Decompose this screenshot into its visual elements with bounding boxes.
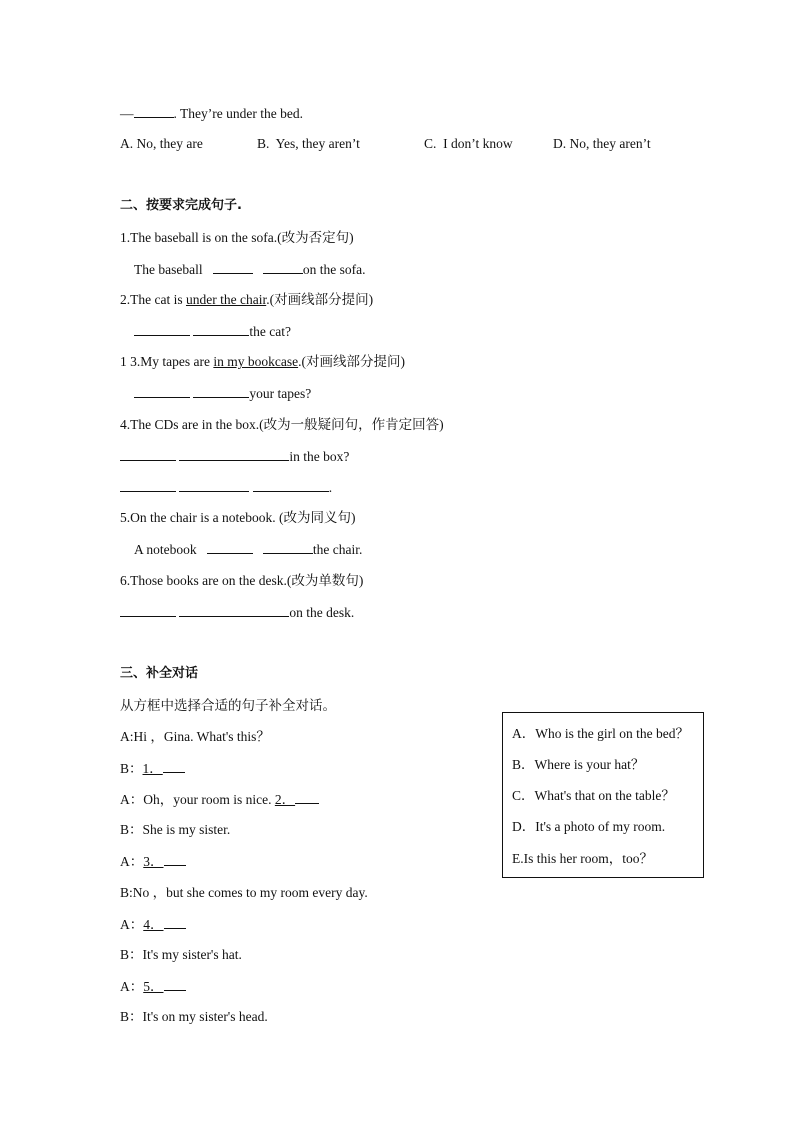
prev-question-lead: — bbox=[120, 106, 134, 121]
s2-item3-prompt bbox=[120, 353, 405, 371]
dialogue-line: B：It's on my sister's head. bbox=[120, 1009, 268, 1024]
dialogue-line bbox=[120, 915, 186, 934]
dialogue-line bbox=[120, 977, 186, 996]
answer-blank[interactable] bbox=[179, 478, 249, 492]
prompt-instruction: .(对画线部分提问) bbox=[298, 354, 405, 369]
answer-blank[interactable] bbox=[253, 478, 329, 492]
option-a: A. No, they are bbox=[120, 136, 203, 151]
answer-tail: . bbox=[328, 480, 333, 495]
option-d: D. No, they aren’t bbox=[553, 136, 651, 151]
s2-item5-prompt: 5.On the chair is a notebook. (改为同义句) bbox=[120, 510, 356, 525]
dialogue-line: B：It's my sister's hat. bbox=[120, 947, 242, 962]
answer-tail: the chair. bbox=[312, 542, 363, 557]
answer-blank[interactable] bbox=[263, 260, 303, 274]
numbered-blank[interactable]: 3． bbox=[143, 854, 164, 869]
dialogue-line: B：She is my sister. bbox=[120, 822, 231, 837]
answer-blank[interactable] bbox=[163, 759, 185, 773]
s2-item5-answer bbox=[134, 540, 362, 559]
dialogue-line: A:Hi ，Gina. What's this？ bbox=[120, 729, 270, 744]
s2-item6-prompt: 6.Those books are on the desk.(改为单数句) bbox=[120, 573, 364, 588]
answer-lead: A notebook bbox=[134, 542, 197, 557]
answer-blank[interactable] bbox=[295, 790, 319, 804]
s2-item4-answer2 bbox=[120, 478, 332, 497]
underlined-phrase: under the chair bbox=[185, 292, 267, 307]
answer-blank[interactable] bbox=[164, 977, 186, 991]
dialogue-text: B： bbox=[120, 761, 143, 776]
option-c: C. I don’t know bbox=[424, 136, 513, 151]
answer-tail: in the box? bbox=[289, 449, 350, 464]
prev-question-line bbox=[120, 104, 303, 123]
answer-blank[interactable] bbox=[213, 260, 253, 274]
dialogue-line: B:No ，but she comes to my room every day. bbox=[120, 885, 368, 900]
choices-box bbox=[502, 712, 704, 878]
answer-blank[interactable] bbox=[134, 104, 174, 118]
dialogue-line bbox=[120, 790, 319, 809]
s2-item1-prompt: 1.The baseball is on the sofa.(改为否定句) bbox=[120, 230, 354, 245]
dialogue-text: A： bbox=[120, 854, 144, 869]
s2-item2-answer bbox=[134, 322, 291, 341]
answer-blank[interactable] bbox=[263, 540, 313, 554]
answer-blank[interactable] bbox=[120, 447, 176, 461]
prompt-text: 1 3.My tapes are bbox=[120, 354, 214, 369]
s2-item1-answer bbox=[134, 260, 365, 279]
numbered-blank[interactable]: 5． bbox=[143, 979, 164, 994]
dialogue-text: A： bbox=[120, 979, 144, 994]
s2-item2-prompt bbox=[120, 291, 373, 309]
choice-c: C．What's that on the table？ bbox=[512, 788, 675, 803]
answer-tail: on the desk. bbox=[289, 605, 355, 620]
answer-tail: on the sofa. bbox=[302, 262, 366, 277]
s2-item4-prompt: 4.The CDs are in the box.(改为一般疑问句，作肯定回答) bbox=[120, 417, 444, 432]
dialogue-text: A： bbox=[120, 917, 144, 932]
answer-blank[interactable] bbox=[120, 603, 176, 617]
numbered-blank[interactable]: 2． bbox=[274, 792, 296, 807]
answer-blank[interactable] bbox=[164, 915, 186, 929]
prompt-instruction: .(对画线部分提问) bbox=[266, 292, 374, 307]
prev-question-text: . They’re under the bed. bbox=[173, 106, 303, 121]
s2-item6-answer bbox=[120, 603, 354, 622]
choice-e: E.Is this her room，too？ bbox=[512, 851, 653, 866]
answer-blank[interactable] bbox=[134, 322, 190, 336]
answer-tail: the cat? bbox=[249, 324, 291, 339]
numbered-blank[interactable]: 1． bbox=[142, 761, 163, 776]
option-b: B. Yes, they aren’t bbox=[257, 136, 360, 151]
answer-blank[interactable] bbox=[120, 478, 176, 492]
answer-tail: your tapes? bbox=[249, 386, 312, 401]
answer-blank[interactable] bbox=[193, 384, 249, 398]
answer-blank[interactable] bbox=[179, 603, 289, 617]
dialogue-line bbox=[120, 759, 185, 778]
dialogue-line bbox=[120, 852, 186, 871]
answer-blank[interactable] bbox=[164, 852, 186, 866]
underlined-phrase: in my bookcase bbox=[213, 354, 299, 369]
answer-blank[interactable] bbox=[134, 384, 190, 398]
choice-d: D．It's a photo of my room. bbox=[512, 819, 666, 834]
answer-blank[interactable] bbox=[207, 540, 253, 554]
s2-item3-answer bbox=[134, 384, 311, 403]
numbered-blank[interactable]: 4． bbox=[143, 917, 164, 932]
answer-blank[interactable] bbox=[179, 447, 289, 461]
choice-a: A．Who is the girl on the bed？ bbox=[512, 726, 689, 741]
answer-blank[interactable] bbox=[193, 322, 249, 336]
s2-item4-answer bbox=[120, 447, 349, 466]
dialogue-text: A：Oh，your room is nice. bbox=[120, 792, 275, 807]
answer-lead: The baseball bbox=[134, 262, 203, 277]
section3-title: 三、补全对话 bbox=[120, 666, 199, 681]
section2-title: 二、按要求完成句子. bbox=[120, 198, 242, 213]
prompt-text: 2.The cat is bbox=[120, 292, 186, 307]
choice-b: B．Where is your hat？ bbox=[512, 757, 645, 772]
section3-instruction: 从方框中选择合适的句子补全对话。 bbox=[120, 698, 336, 713]
